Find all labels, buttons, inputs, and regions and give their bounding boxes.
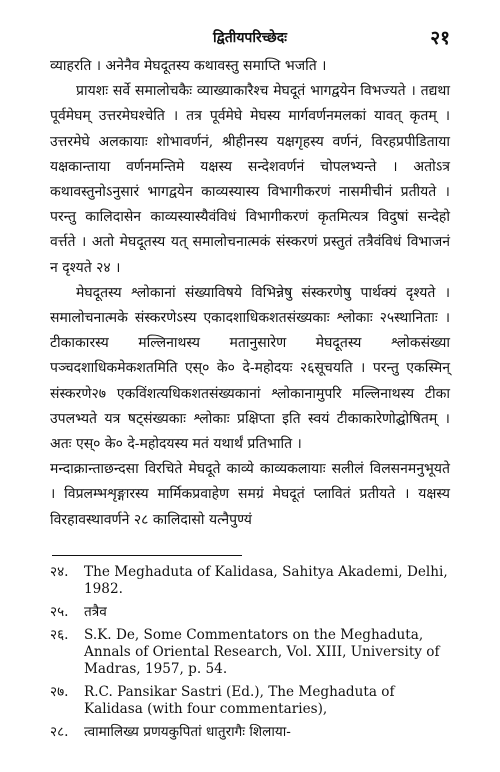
paragraph: प्रायशः सर्वे समालोचकैः व्याख्याकारैश्च मेघदूतं भागद्वयेन विभज्यते । तद्यथा पूर्वमेघम् उत्तरमेघश्चेति । तत्र पूर्वमेघे मेघस्य मार्गवर्णनमलकां यावत् कृतम् । उत्तरमेघे अलकायाः शोभावर्णनं, श्रीहीनस्य यक्षगृहस्य वर्णनं, विरहप्रपीडिताया यक्षकान्ताया वर्णनमन्तिमे यक्षस्य सन्देशवर्णनं चोपलभ्यन्ते । अतोऽत्र कथावस्तुनोऽनुसारं भागद्वयेन काव्यस्यास्य विभागीकरणं नासमीचीनं प्रतीयते । परन्तु कालिदासेन काव्यस्यास्यैवंविधं विभागीकरणं कृतमित्यत्र विदुषां सन्देहो वर्त्तते । अतो मेघदूतस्य यत् समालोचनात्मकं संस्करणं प्रस्तुतं तत्रैवंविधं विभाजनं न दृश्यते २४ । (50, 83, 450, 276)
footnote (50, 684, 450, 718)
footnote (50, 627, 450, 678)
chapter-title: द्वितीयपरिच्छेदः (213, 30, 287, 46)
footnote-text: त्वामालिख्य प्रणयकुपितां धातुरागैः शिलाया- (84, 723, 291, 740)
footnote-number: २७. (50, 683, 69, 700)
footnote-divider (52, 555, 242, 556)
body-text (50, 54, 450, 533)
footnote (50, 564, 450, 598)
book-page (50, 24, 450, 747)
footnotes (50, 564, 450, 741)
footnote-number: २८. (50, 723, 69, 740)
page-number: २१ (430, 27, 450, 49)
page-header (50, 24, 450, 54)
paragraph: मेघदूतस्य श्लोकानां संख्याविषये विभिन्नेषु संस्करणेषु पार्थक्यं दृश्यते । समालोचनात्मके संस्करणेऽस्य एकादशाधिकशतसंख्यकाः श्लोकाः २५स्थानिताः । टीकाकारस्य मल्लिनाथस्य मतानुसारेण मेघदूतस्य श्लोकसंख्या पञ्चदशाधिकमेकशतमिति एस्० के० दे-महोदयः २६सूचयति । परन्तु एकस्मिन् संस्करणे२७ एकविंशत्यधिकशतसंख्यकानां श्लोकानामुपरि मल्लिनाथस्य टीका उपलभ्यते यत्र षट्संख्यकाः श्लोकाः प्रक्षिप्ता इति स्वयं टीकाकारेणोद्घोषितम् । अतः एस्० के० दे-महोदयस्य मतं यथार्थं प्रतिभाति । (50, 284, 450, 453)
footnote-number: २५. (50, 603, 69, 620)
footnote (50, 604, 450, 621)
footnote-text: तत्रैव (84, 603, 107, 620)
footnote-text: S.K. De, Some Commentators on the Meghaduta, Annals of Oriental Research, Vol. XIII, University of Madras, 1957, p. 54. (84, 626, 440, 677)
footnote-number: २६. (50, 626, 69, 643)
footnote (50, 724, 450, 741)
footnote-text: R.C. Pansikar Sastri (Ed.), The Meghaduta of Kalidasa (with four commentaries), (84, 683, 395, 717)
paragraph: व्याहरति । अनेनैव मेघदूतस्य कथावस्तु समाप्ति भजति । (50, 58, 327, 74)
footnote-number: २४. (50, 563, 69, 580)
paragraph: मन्दाक्रान्ताछन्दसा विरचिते मेघदूते काव्ये काव्यकलायाः सलीलं विलसनमनुभूयते । विप्रलम्भशृङ्गारस्य मार्मिकप्रवाहेण समग्रं मेघदूतं प्लावितं प्रतीयते । यक्षस्य विरहावस्थावर्णने २८ कालिदासो यत्नैपुण्यं (50, 461, 450, 528)
footnote-text: The Meghaduta of Kalidasa, Sahitya Akademi, Delhi, 1982. (84, 563, 448, 597)
